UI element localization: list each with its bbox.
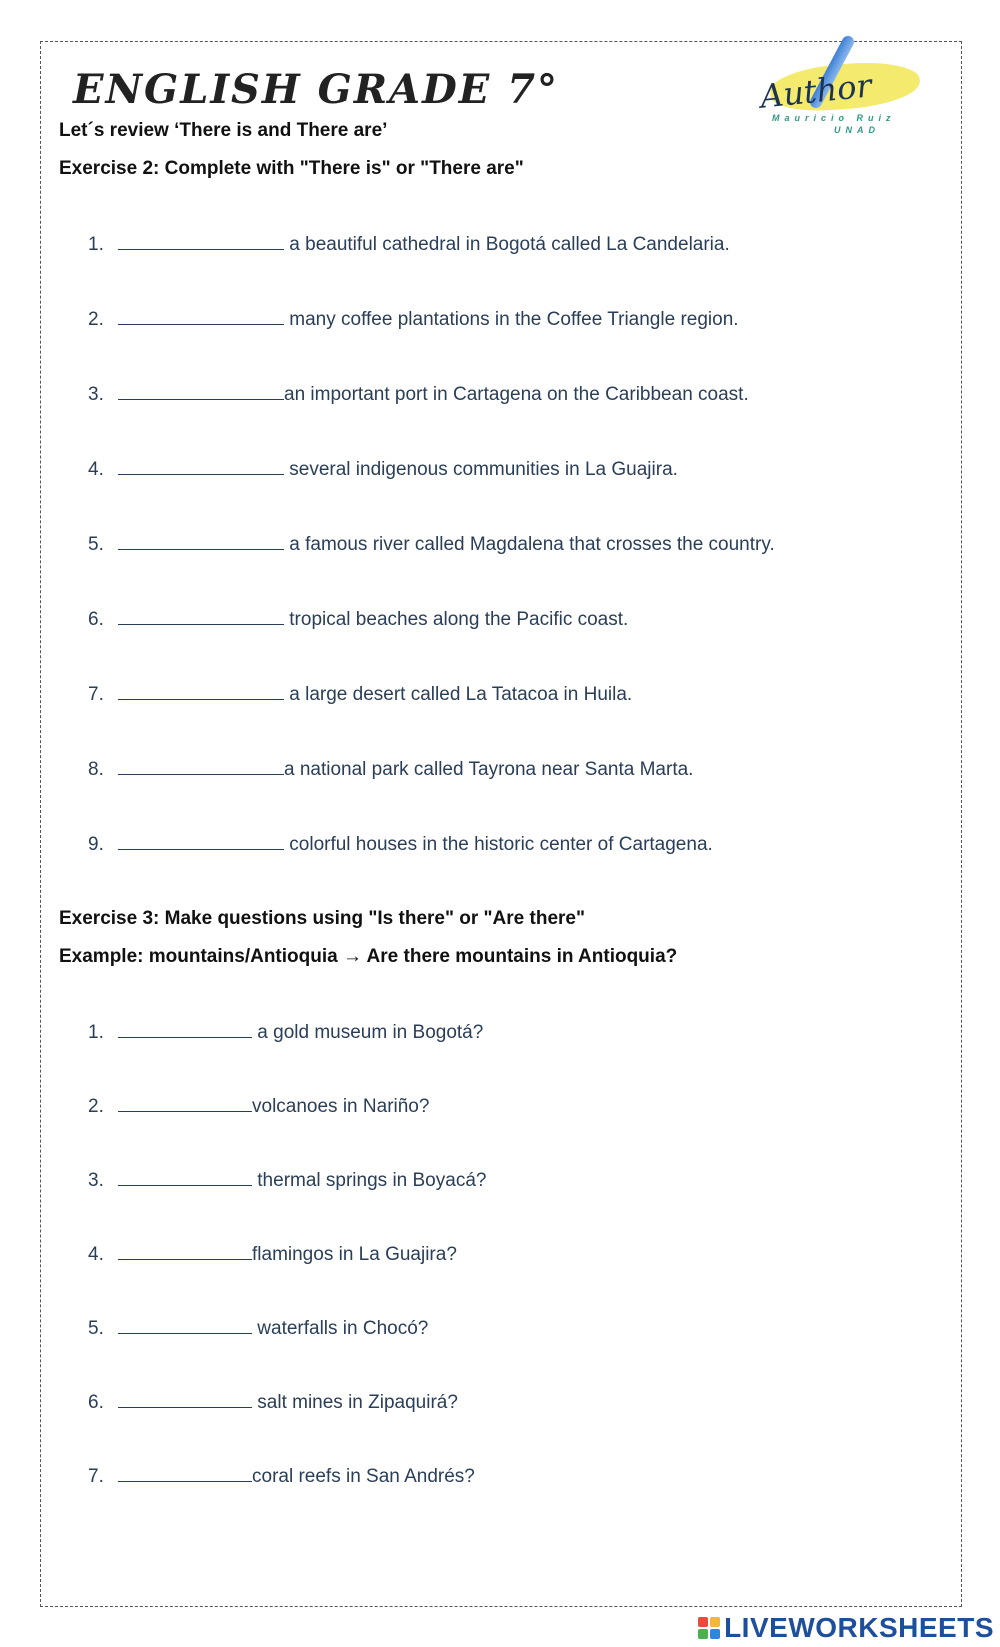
worksheet-border [40,41,962,1607]
icon-square [698,1629,708,1639]
exercise2-item [88,458,938,481]
answer-blank[interactable] [118,533,284,550]
answer-blank[interactable] [118,383,284,400]
icon-square [710,1629,720,1639]
item-number: 3. [88,384,104,405]
exercise3-item [88,1243,938,1266]
answer-blank[interactable] [118,1243,252,1260]
exercise2-item [88,758,938,781]
answer-blank[interactable] [118,308,284,325]
author-logo [742,26,942,134]
answer-blank[interactable] [118,1391,252,1408]
logo-word: Author [758,66,874,116]
item-number: 1. [88,234,104,255]
item-text: an important port in Cartagena on the Caribbean coast. [284,384,749,405]
item-text: a large desert called La Tatacoa in Huila. [284,684,633,705]
item-number: 2. [88,1096,104,1117]
brand-text: LIVEWORKSHEETS [724,1612,994,1643]
answer-blank[interactable] [118,683,284,700]
answer-blank[interactable] [118,458,284,475]
exercise2-item [88,533,938,556]
exercise2-item [88,683,938,706]
item-number: 2. [88,309,104,330]
item-number: 7. [88,684,104,705]
exercise2-item [88,233,938,256]
page-title: ENGLISH GRADE 7° [73,66,560,113]
item-number: 3. [88,1170,104,1191]
exercise3-item [88,1095,938,1118]
intro-text: Let´s review ‘There is and There are’ [59,120,388,141]
item-text: coral reefs in San Andrés? [252,1466,475,1487]
answer-blank[interactable] [118,833,284,850]
exercise2-item [88,833,938,856]
answer-blank[interactable] [118,1169,252,1186]
answer-blank[interactable] [118,758,284,775]
item-text: a gold museum in Bogotá? [252,1022,484,1043]
answer-blank[interactable] [118,1095,252,1112]
item-number: 5. [88,1318,104,1339]
item-text: a beautiful cathedral in Bogotá called La Candelaria. [284,234,730,255]
answer-blank[interactable] [118,1021,252,1038]
item-number: 1. [88,1022,104,1043]
answer-blank[interactable] [118,1317,252,1334]
item-text: thermal springs in Boyacá? [252,1170,487,1191]
item-text: salt mines in Zipaquirá? [252,1392,458,1413]
exercise3-item [88,1169,938,1192]
exercise2-item [88,308,938,331]
item-number: 4. [88,459,104,480]
item-text: waterfalls in Chocó? [252,1318,429,1339]
item-text: tropical beaches along the Pacific coast. [284,609,629,630]
exercise2-item [88,383,938,406]
item-text: a famous river called Magdalena that crosses the country. [284,534,775,555]
exercise2-item [88,608,938,631]
item-number: 6. [88,609,104,630]
exercise3-item [88,1465,938,1488]
icon-square [698,1617,708,1627]
logo-author-name: Mauricio Ruiz [772,113,896,123]
exercise3-example: Example: mountains/Antioquia → Are there mountains in Antioquia? [59,946,678,967]
item-text: flamingos in La Guajira? [252,1244,457,1265]
exercise3-heading: Exercise 3: Make questions using "Is there" or "Are there" [59,908,585,929]
answer-blank[interactable] [118,608,284,625]
exercise3-item [88,1317,938,1340]
item-number: 8. [88,759,104,780]
item-number: 4. [88,1244,104,1265]
item-number: 6. [88,1392,104,1413]
item-number: 7. [88,1466,104,1487]
item-text: many coffee plantations in the Coffee Triangle region. [284,309,739,330]
answer-blank[interactable] [118,1465,252,1482]
liveworksheets-brand[interactable] [698,1612,994,1644]
item-text: a national park called Tayrona near Santa Marta. [284,759,694,780]
answer-blank[interactable] [118,233,284,250]
item-text: several indigenous communities in La Guajira. [284,459,678,480]
exercise3-item [88,1391,938,1414]
exercise2-heading: Exercise 2: Complete with "There is" or "There are" [59,158,524,179]
icon-square [710,1617,720,1627]
item-number: 9. [88,834,104,855]
item-text: colorful houses in the historic center of Cartagena. [284,834,713,855]
liveworksheets-icon [698,1617,720,1639]
logo-institution: UNAD [834,125,880,135]
exercise3-item [88,1021,938,1044]
item-number: 5. [88,534,104,555]
item-text: volcanoes in Nariño? [252,1096,430,1117]
